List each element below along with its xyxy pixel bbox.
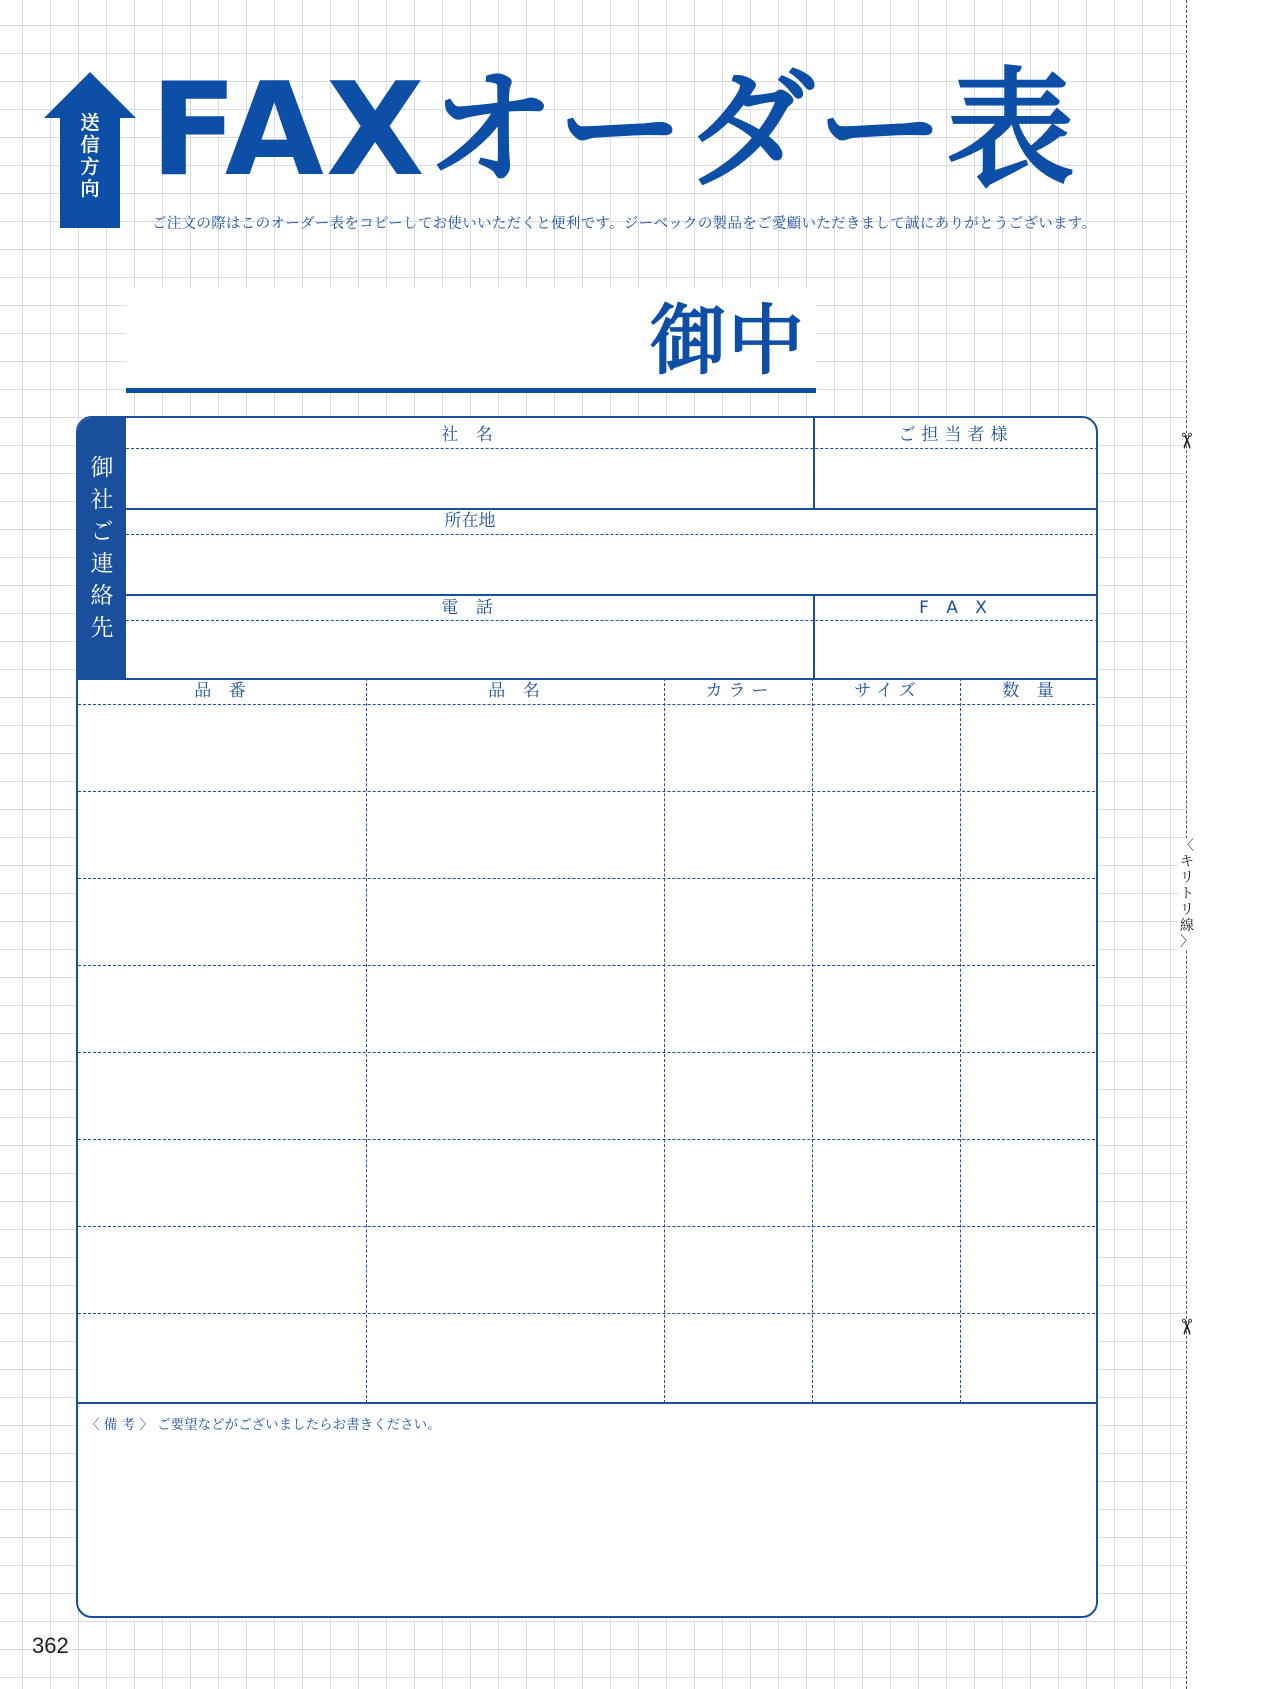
section-divider (78, 1402, 1098, 1404)
column-header-quantity: 数 量 (1002, 681, 1060, 701)
table-row[interactable] (78, 965, 1098, 966)
column-divider (812, 678, 813, 1403)
dashed-divider (126, 620, 1098, 621)
table-row[interactable] (78, 878, 1098, 879)
column-divider (664, 678, 665, 1403)
contact-person-label: ご担当者様 (898, 425, 1014, 445)
remarks-label: 〈 備 考 〉 ご要望などがございましたらお書きください。 (86, 1417, 441, 1433)
fax-input[interactable] (816, 622, 1096, 676)
column-divider (366, 678, 367, 1403)
phone-input[interactable] (128, 622, 812, 676)
right-margin (1187, 0, 1280, 1689)
dashed-divider (126, 448, 1098, 449)
fax-label: F A X (919, 598, 993, 618)
addressee-underline (126, 388, 816, 393)
table-row[interactable] (78, 1139, 1098, 1140)
addressee-honorific: 御中 (650, 296, 806, 385)
send-direction-label: 送 信 方 向 (80, 112, 100, 200)
column-header-product-name: 品 名 (488, 681, 546, 701)
dashed-divider (78, 704, 1098, 705)
address-input[interactable] (128, 536, 1096, 592)
contact-info-side-label: 御 社 ご 連 絡 先 (78, 418, 126, 678)
cut-line-label: 〈 キ リ ト リ 線 〉 (1180, 838, 1194, 950)
vertical-divider (813, 594, 815, 678)
order-form (76, 416, 1098, 1618)
table-row[interactable] (78, 1226, 1098, 1227)
table-row[interactable] (78, 1052, 1098, 1053)
scissors-icon: ✂ (1173, 431, 1199, 451)
table-row[interactable] (78, 1313, 1098, 1314)
column-divider (960, 678, 961, 1403)
table-row[interactable] (78, 791, 1098, 792)
dashed-divider (126, 534, 1098, 535)
page-subtitle: ご注文の際はこのオーダー表をコピーしてお使いいただくと便利です。ジーベックの製品をご愛顧いただきまして誠にありがとうございます。 (152, 216, 1097, 232)
scissors-icon: ✂ (1173, 1317, 1199, 1337)
page-number: 362 (32, 1633, 69, 1658)
vertical-divider (813, 418, 815, 508)
company-name-input[interactable] (128, 450, 812, 506)
phone-label: 電 話 (441, 598, 499, 618)
contact-person-input[interactable] (816, 450, 1096, 506)
company-name-label: 社 名 (441, 425, 499, 445)
page-title: FAXオーダー表 (150, 56, 1077, 205)
address-label: 所在地 (444, 511, 496, 531)
remarks-input[interactable] (82, 1436, 1094, 1612)
column-header-color: カラー (705, 681, 775, 701)
column-header-size: サイズ (854, 681, 922, 701)
row-divider (126, 594, 1098, 596)
column-header-product-number: 品 番 (194, 681, 252, 701)
